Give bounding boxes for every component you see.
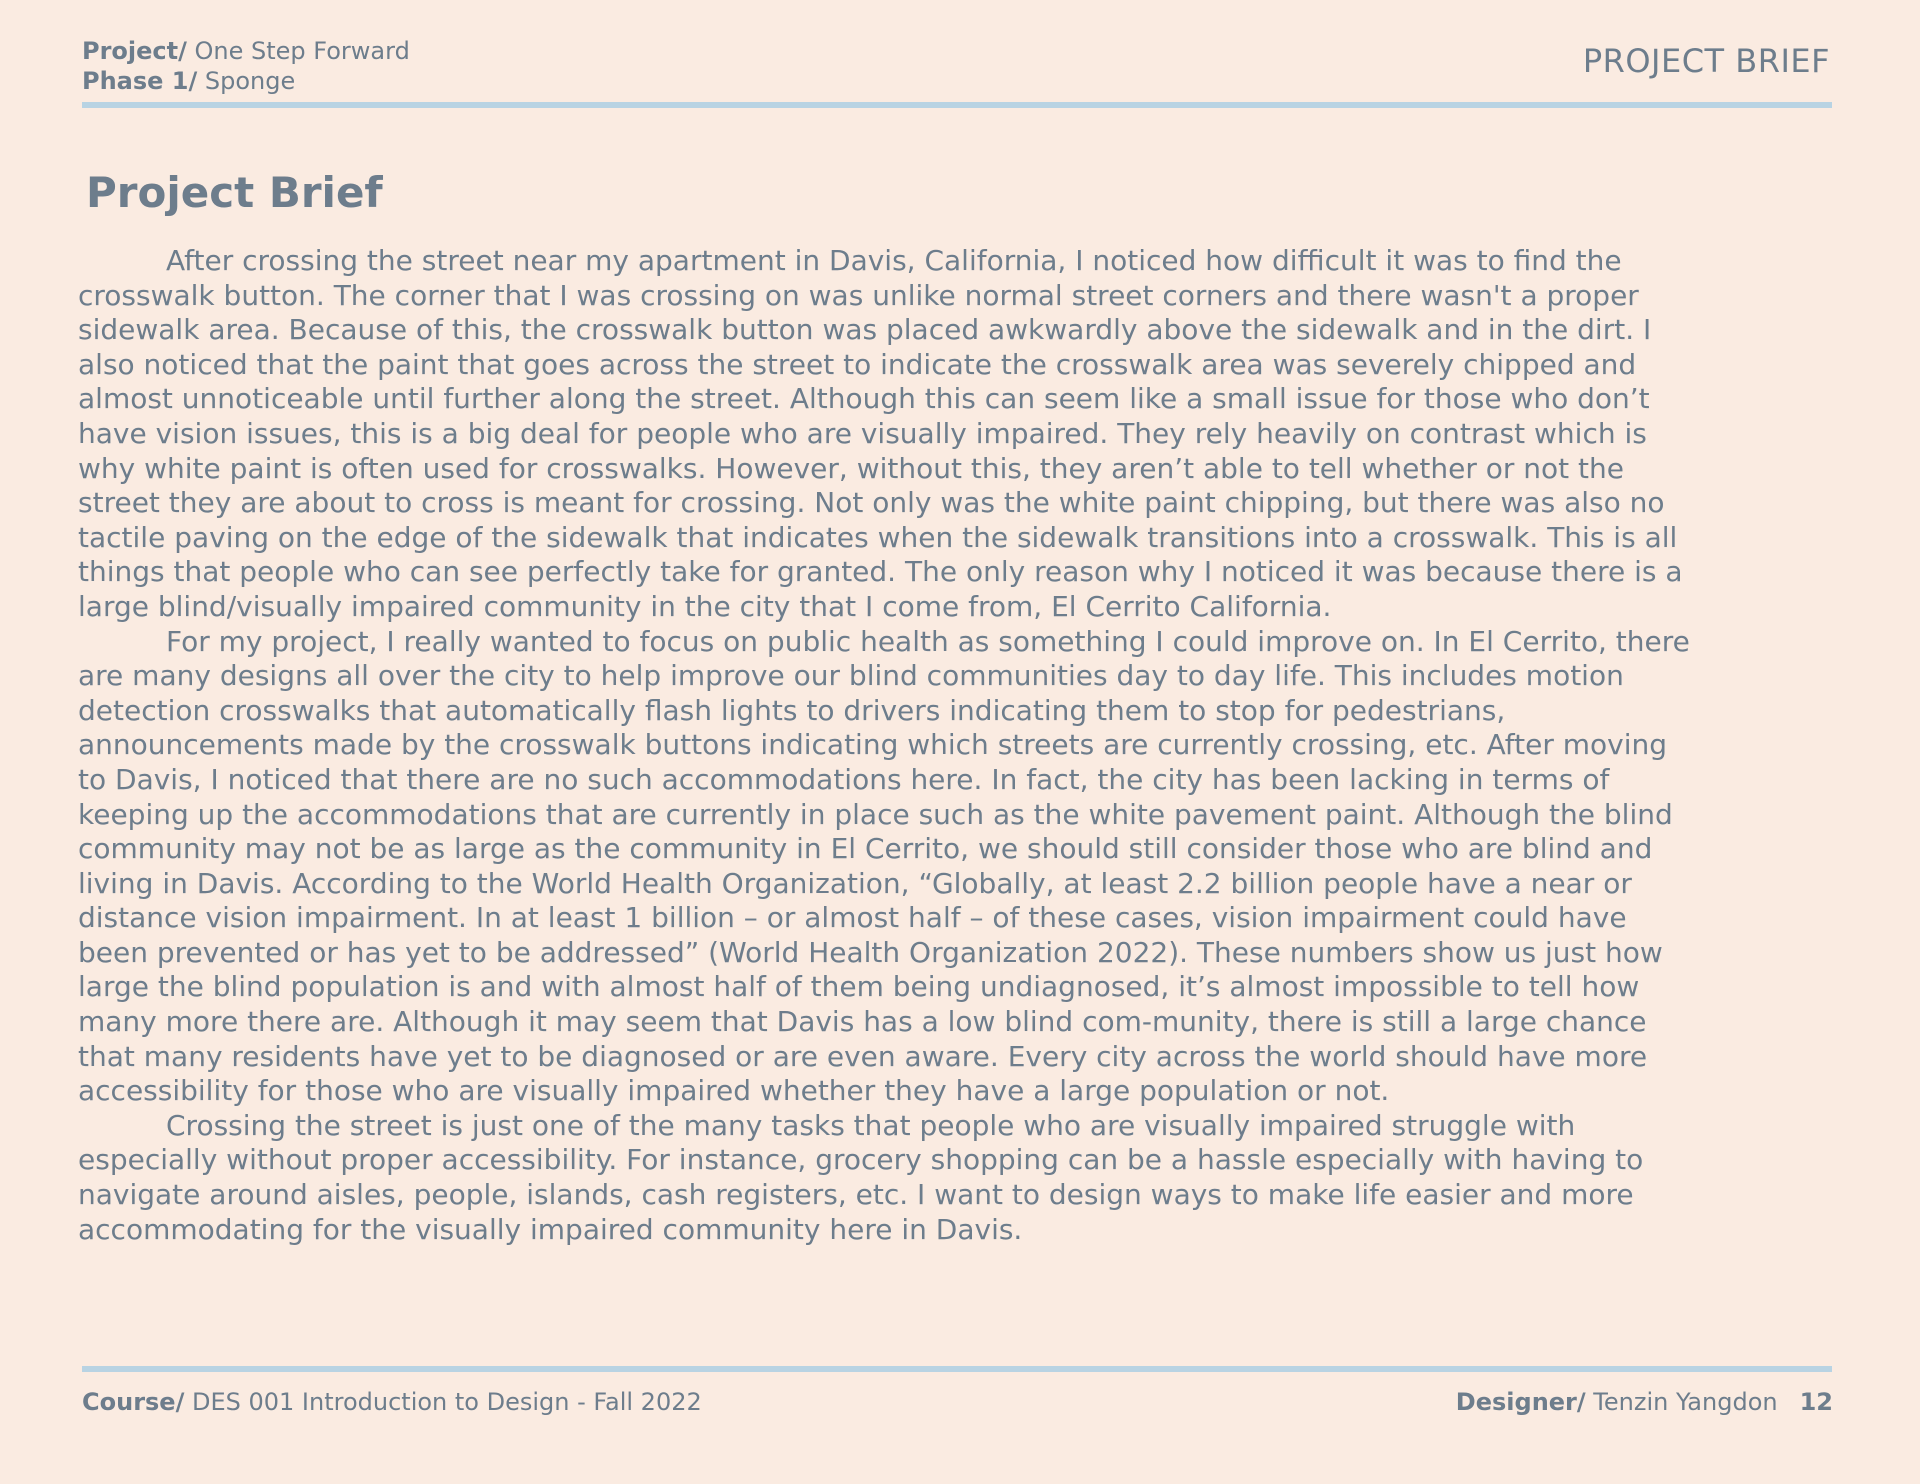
- designer-key: Designer/: [1455, 1388, 1586, 1416]
- header-divider: [82, 102, 1832, 108]
- footer-divider: [82, 1366, 1832, 1372]
- phase-line: [82, 66, 410, 96]
- phase-value: Sponge: [197, 67, 296, 95]
- course-info: [82, 1388, 702, 1416]
- paragraph-1: After crossing the street near my apartment in Davis, California, I noticed how difficult it was to find the crosswalk button. The corner that I was crossing on was unlike normal street corners and there wasn't a proper sidewalk area. Because of this, the crosswalk button was placed awkwardly above the sidewalk and in the dirt. I also noticed that the paint that goes across the street to indicate the crosswalk area was severely chipped and almost unnoticeable until further along the street. Although this can seem like a small issue for those who don’t have vision issues, this is a big deal for people who are visually impaired. They rely heavily on contrast which is why white paint is often used for crosswalks. However, without this, they aren’t able to tell whether or not the street they are about to cross is meant for crossing. Not only was the white paint chipping, but there was also no tactile paving on the edge of the sidewalk that indicates when the sidewalk transitions into a crosswalk. This is all things that people who can see perfectly take for granted. The only reason why I noticed it was because there is a large blind/visually impaired community in the city that I come from, El Cerrito California.: [78, 244, 1683, 623]
- project-line: [82, 36, 410, 66]
- paragraph-2: For my project, I really wanted to focus on public health as something I could improve on. In El Cerrito, there are many designs all over the city to help improve our blind communities day to day life. This includes motion detection crosswalks that automatically flash lights to drivers indicating them to stop for pedestrians, announcements made by the crosswalk buttons indicating which streets are currently crossing, etc. After moving to Davis, I noticed that there are no such accommodations here. In fact, the city has been lacking in terms of keeping up the accommodations that are currently in place such as the white pavement paint. Although the blind community may not be as large as the community in El Cerrito, we should still consider those who are blind and living in Davis. According to the World Health Organization, “Globally, at least 2.2 billion people have a near or distance vision impairment. In at least 1 billion – or almost half – of these cases, vision impairment could have been prevented or has yet to be addressed” (World Health Organization 2022). These numbers show us just how large the blind population is and with almost half of them being undiagnosed, it’s almost impossible to tell how many more there are. Although it may seem that Davis has a low blind com-munity, there is still a large chance that many residents have yet to be diagnosed or are even aware. Every city across the world should have more accessibility for those who are visually impaired whether they have a large population or not.: [78, 624, 1690, 1108]
- header-meta: [82, 36, 410, 96]
- project-key: Project/: [82, 37, 187, 65]
- page-title: Project Brief: [86, 168, 383, 217]
- phase-key: Phase 1/: [82, 67, 198, 95]
- brief-body: [78, 244, 1698, 1247]
- designer-value: Tenzin Yangdon: [1585, 1388, 1778, 1416]
- designer-info: [1456, 1388, 1833, 1416]
- course-key: Course/: [82, 1388, 185, 1416]
- page-number: 12: [1799, 1388, 1833, 1416]
- section-label: PROJECT BRIEF: [1582, 42, 1830, 80]
- course-value: DES 001 Introduction to Design - Fall 2022: [184, 1388, 702, 1416]
- paragraph-3: Crossing the street is just one of the many tasks that people who are visually impaired struggle with especially without proper accessibility. For instance, grocery shopping can be a hassle especially with having to navigate around aisles, people, islands, cash registers, etc. I want to design ways to make life easier and more accommodating for the visually impaired community here in Davis.: [78, 1108, 1644, 1246]
- project-value: One Step Forward: [186, 37, 410, 65]
